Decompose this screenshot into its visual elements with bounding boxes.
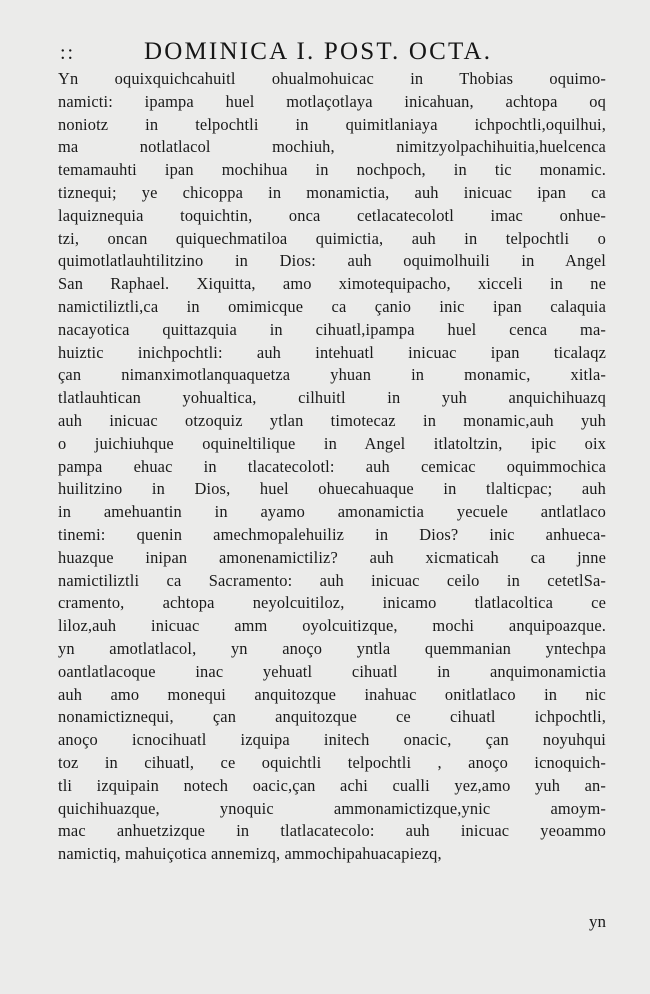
- text-line: huilitzino in Dios, huel ohuecahuaque in tlalticpac; auh: [58, 479, 606, 499]
- text-line: tinemi: quenin amechmopalehuiliz in Dios? inic anhueca-: [58, 524, 606, 544]
- text-line: oantlatlacoque inac yehuatl cihuatl in anquimonamictia: [58, 661, 606, 681]
- text-line: nacayotica quittazquia in cihuatl,ipampa huel cenca ma-: [58, 319, 606, 339]
- text-line: çan nimanximotlanquaquetza yhuan in monamic, xitla-: [58, 365, 606, 385]
- body-text: [58, 68, 606, 866]
- page-header: [60, 38, 600, 72]
- text-line: toz in cihuatl, ce oquichtli telpochtli , anoço icnoquich-: [58, 752, 606, 772]
- text-line: temamauhti ipan mochihua in nochpoch, in tic monamic.: [58, 160, 606, 180]
- text-line: laquiznequia toquichtin, onca cetlacatecolotl imac onhue-: [58, 205, 606, 225]
- text-line: tlatlauhtican yohualtica, cilhuitl in yuh anquichihuazq: [58, 388, 606, 408]
- text-line: Yn oquixquichcahuitl ohualmohuicac in Thobias oquimo-: [58, 69, 606, 88]
- text-line: tiznequi; ye chicoppa in monamictia, auh inicuac ipan ca: [58, 182, 606, 202]
- text-line: tli izquipain notech oacic,çan achi cualli yez,amo yuh an-: [58, 775, 606, 795]
- text-line: yn amotlatlacol, yn anoço yntla quemmanian yntechpa: [58, 638, 606, 658]
- text-line: huazque inipan amonenamictiliz? auh xicmaticah ca jnne: [58, 547, 606, 567]
- text-line: in amehuantin in ayamo amonamictia yecuele antlatlaco: [58, 502, 606, 522]
- text-line: o juichiuhque oquineltilique in Angel itlatoltzin, ipic oix: [58, 433, 606, 453]
- text-line: mac anhuetzizque in tlatlacatecolo: auh inicuac yeoammo: [58, 821, 606, 841]
- page-mark: ::: [60, 42, 76, 64]
- text-line: quichihuazque, ynoquic ammonamictizque,ynic amoym-: [58, 798, 606, 818]
- text-line: San Raphael. Xiquitta, amo ximotequipacho, xicceli in ne: [58, 274, 606, 294]
- text-line: auh amo monequi anquitozque inahuac onitlatlaco in nic: [58, 684, 606, 704]
- text-line: auh inicuac otzoquiz ytlan timotecaz in monamic,auh yuh: [58, 410, 606, 430]
- text-line: namictiq, mahuiçotica annemizq, ammochipahuacapiezq,: [58, 844, 442, 864]
- text-line: ma notlatlacol mochiuh, nimitzyolpachihuitia,huelcenca: [58, 137, 606, 157]
- text-line: quimotlatlauhtilitzino in Dios: auh oquimolhuili in Angel: [58, 251, 606, 271]
- text-line: liloz,auh inicuac amm oyolcuitizque, mochi anquipoazque.: [58, 616, 606, 636]
- text-line: nonamictiznequi, çan anquitozque ce cihuatl ichpochtli,: [58, 707, 606, 727]
- text-line: namictiliztli,ca in omimicque ca çanio inic ipan calaquia: [58, 296, 606, 316]
- catchword: yn: [589, 912, 606, 931]
- text-line: noniotz in telpochtli in quimitlaniaya ichpochtli,oquilhui,: [58, 114, 606, 134]
- text-line: huiztic inichpochtli: auh intehuatl inicuac ipan ticalaqz: [58, 342, 606, 362]
- text-line: cramento, achtopa neyolcuitiloz, inicamo tlatlacoltica ce: [58, 593, 606, 613]
- running-head: DOMINICA I. POST. OCTA.: [144, 38, 493, 65]
- text-line: namictiliztli ca Sacramento: auh inicuac ceilo in cetetlSa-: [58, 570, 606, 590]
- text-line: namicti: ipampa huel motlaçotlaya inicahuan, achtopa oq: [58, 91, 606, 111]
- text-line: anoço icnocihuatl izquipa initech onacic, çan noyuhqui: [58, 730, 606, 750]
- text-line: pampa ehuac in tlacatecolotl: auh cemicac oquimmochica: [58, 456, 606, 476]
- text-line: tzi, oncan quiquechmatiloa quimictia, auh in telpochtli o: [58, 228, 606, 248]
